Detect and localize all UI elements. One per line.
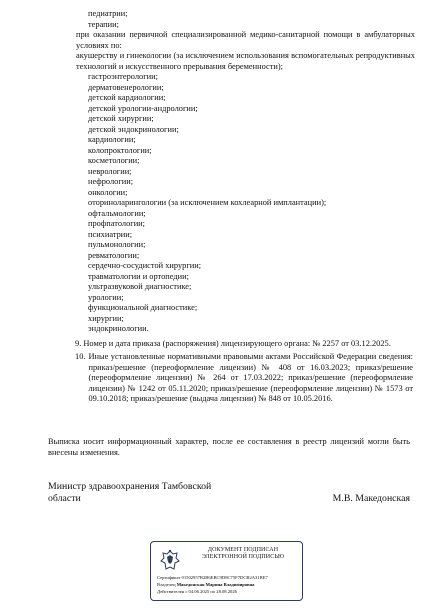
list-item: гастроэнтерологии; (88, 72, 158, 81)
stamp-validity-row: Действителен с 04.06.2025 по 28.08.2026 (157, 589, 237, 594)
list-item: онкологии; (88, 187, 128, 197)
notice-text: Выписка носит информационный характер, после ее составления в реестр лицензий могли быть внесены изменения. (48, 437, 410, 457)
list-item: детской хирургии; (88, 114, 154, 123)
stamp-certificate-row: Сертификат 01502957B2B6EBC9D8C75F7DCB2A31BE7 (157, 575, 268, 580)
signatory-position: Министр здравоохранения Тамбовской области (48, 481, 212, 504)
item-10-number: 10. (75, 352, 86, 361)
list-item: сердечно-сосудистой хирургии; (88, 261, 202, 270)
list-item: эндокринологии. (88, 324, 149, 333)
stamp-heading: ДОКУМЕНТ ПОДПИСАН ЭЛЕКТРОННОЙ ПОДПИСЬЮ (201, 547, 285, 561)
list-item: неврологии; (88, 166, 132, 176)
item-10 (75, 352, 413, 405)
list-item: дерматовенерологии; (88, 82, 164, 92)
list-item: хирургии; (88, 313, 124, 323)
list-item: профпатологии; (88, 219, 145, 228)
list-item: оториноларингологии (за исключением кохлеарной имплантации); (88, 198, 327, 207)
stamp-owner-row: Владелец Македонская Марина Владимировна (157, 582, 255, 587)
list-item: детской кардиологии; (88, 93, 166, 102)
list-item: кардиологии; (88, 135, 136, 144)
list-item: психиатрии; (88, 229, 133, 239)
item-9-number: 9. (75, 339, 82, 348)
list-item: функциональной диагностике; (88, 303, 198, 312)
list-item: травматологии и ортопедии; (88, 271, 189, 281)
electronic-signature-stamp (150, 541, 303, 601)
list-item: колопроктологии; (88, 145, 152, 155)
signature-block (48, 481, 410, 505)
list-item: акушерству и гинекологии (за исключением использования вспомогательных репродуктивных технологий и искусственного прерывания беременности); (76, 51, 415, 71)
item-10-text: Иные установленные нормативными правовыми актами Российской Федерации сведения: приказ/решение (переоформление лицензии) № 408 от 16.03.2023; приказ/решение (переоформление лицензии) № 264 от 17.03.2022; приказ/решение (переоформление лицензии) № 1242 от 05.11.2020; приказ/решение (переоформление лицензии) № 1573 от 09.10.2018; приказ/решение (выдача лицензии) № 848 от 10.05.2016. (88, 352, 413, 403)
list-item: офтальмологии; (88, 208, 146, 218)
signatory-name: М.В. Македонская (332, 493, 410, 504)
list-item: детской эндокринологии; (88, 124, 179, 134)
list-item: нефрологии; (88, 177, 134, 186)
list-item: урологии; (88, 292, 124, 302)
list-item: при оказании первичной специализированной медико-санитарной помощи в амбулаторных условиях по: (76, 30, 415, 50)
list-item: ультразвуковой диагностике; (88, 282, 192, 291)
activity-list (70, 9, 415, 335)
item-9-text: Номер и дата приказа (распоряжения) лицензирующего органа: № 2257 от 03.12.2025. (83, 339, 391, 348)
coat-of-arms-emblem (157, 548, 183, 574)
item-9 (75, 339, 413, 350)
list-item: педиатрии; (88, 9, 128, 18)
list-item: детской урологии-андрологии; (88, 103, 198, 113)
list-item: терапии; (88, 19, 119, 29)
list-item: косметологии; (88, 156, 140, 165)
list-item: ревматологии; (88, 250, 140, 260)
list-item: пульмонологии; (88, 240, 146, 249)
